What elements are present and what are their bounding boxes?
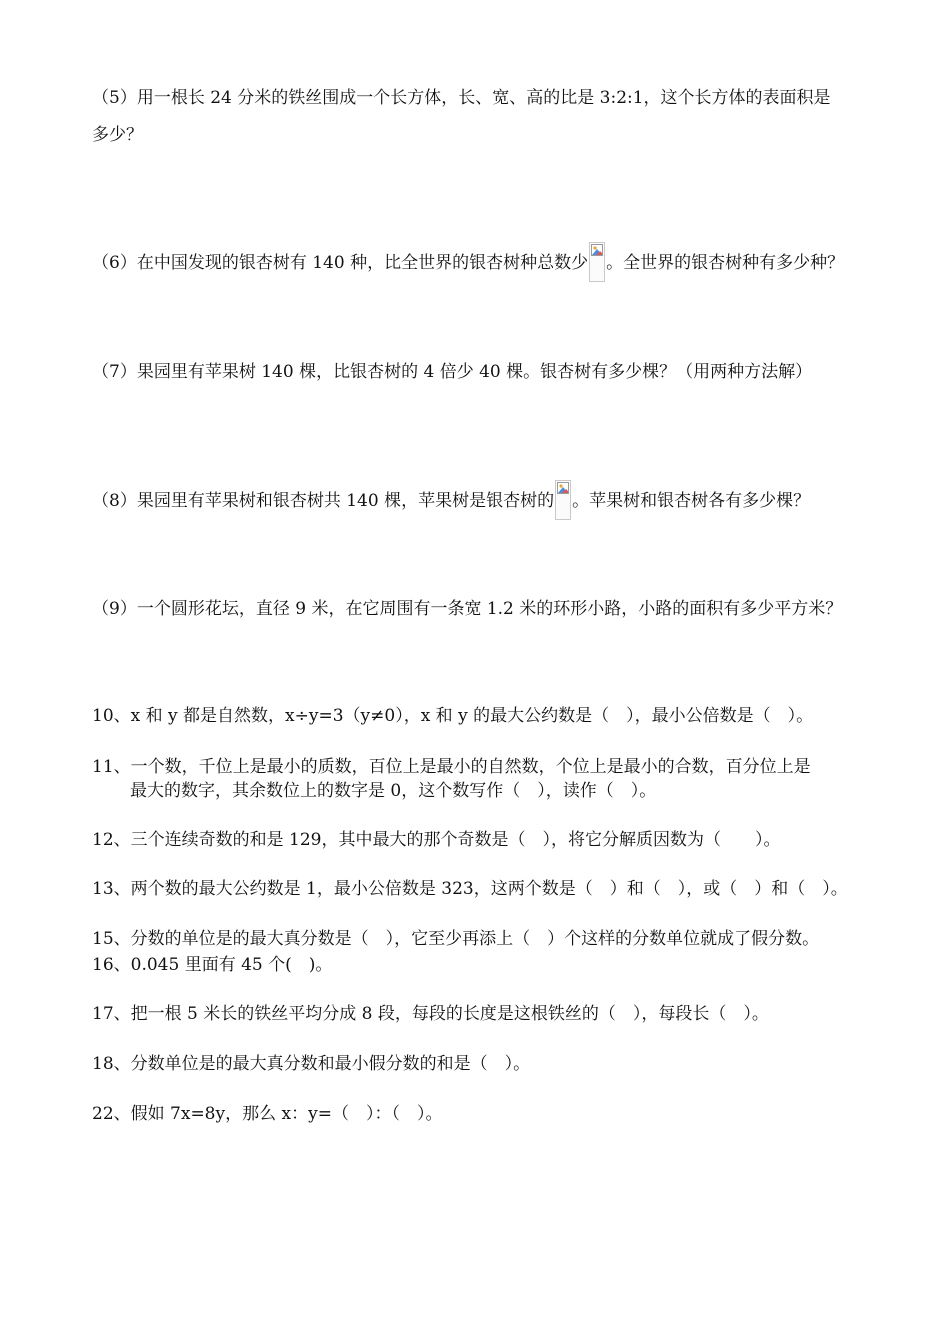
problem-6-text-before: （6）在中国发现的银杏树有 140 种，比全世界的银杏树种总数少 <box>92 253 589 273</box>
question-11-line-2: 最大的数字，其余数位上的数字是 0，这个数写作（ ），读作（ ）。 <box>130 781 657 801</box>
problem-6-text-after: 。全世界的银杏树种有多少种？ <box>606 253 845 273</box>
problem-5-line-2: 多少？ <box>92 125 143 145</box>
question-15: 15、分数的单位是的最大真分数是（ ），它至少再添上（ ）个这样的分数单位就成了假分数。 <box>92 929 820 949</box>
question-11-line-1: 11、一个数，千位上是最小的质数，百位上是最小的自然数，个位上是最小的合数，百分位上是 <box>92 757 811 777</box>
question-12: 12、三个连续奇数的和是 129，其中最大的那个奇数是（ ），将它分解质因数为（ ）。 <box>92 830 781 850</box>
broken-image-icon <box>589 242 605 282</box>
problem-6 <box>92 242 844 282</box>
question-16: 16、0.045 里面有 45 个( )。 <box>92 955 333 975</box>
question-17: 17、把一根 5 米长的铁丝平均分成 8 段，每段的长度是这根铁丝的（ ），每段长（ ）。 <box>92 1004 769 1024</box>
problem-5-line-1: （5）用一根长 24 分米的铁丝围成一个长方体，长、宽、高的比是 3:2:1，这个长方体的表面积是 <box>92 88 831 108</box>
question-10: 10、x 和 y 都是自然数，x÷y=3（y≠0），x 和 y 的最大公约数是（ ），最小公倍数是（ ）。 <box>92 706 814 726</box>
question-22: 22、假如 7x=8y，那么 x：y=（ ）：（ ）。 <box>92 1104 443 1124</box>
problem-8 <box>92 480 810 520</box>
problem-9: （9）一个圆形花坛，直径 9 米，在它周围有一条宽 1.2 米的环形小路，小路的面积有多少平方米？ <box>92 599 843 619</box>
problem-8-text-after: 。苹果树和银杏树各有多少棵？ <box>572 491 811 511</box>
problem-8-text-before: （8）果园里有苹果树和银杏树共 140 棵，苹果树是银杏树的 <box>92 491 555 511</box>
question-13: 13、两个数的最大公约数是 1，最小公倍数是 323，这两个数是（ ）和（ ），或（ ）和（ ）。 <box>92 879 848 899</box>
question-18: 18、分数单位是的最大真分数和最小假分数的和是（ ）。 <box>92 1054 531 1074</box>
broken-image-icon <box>555 480 571 520</box>
problem-7: （7）果园里有苹果树 140 棵，比银杏树的 4 倍少 40 棵。银杏树有多少棵？（用两种方法解） <box>92 362 813 382</box>
